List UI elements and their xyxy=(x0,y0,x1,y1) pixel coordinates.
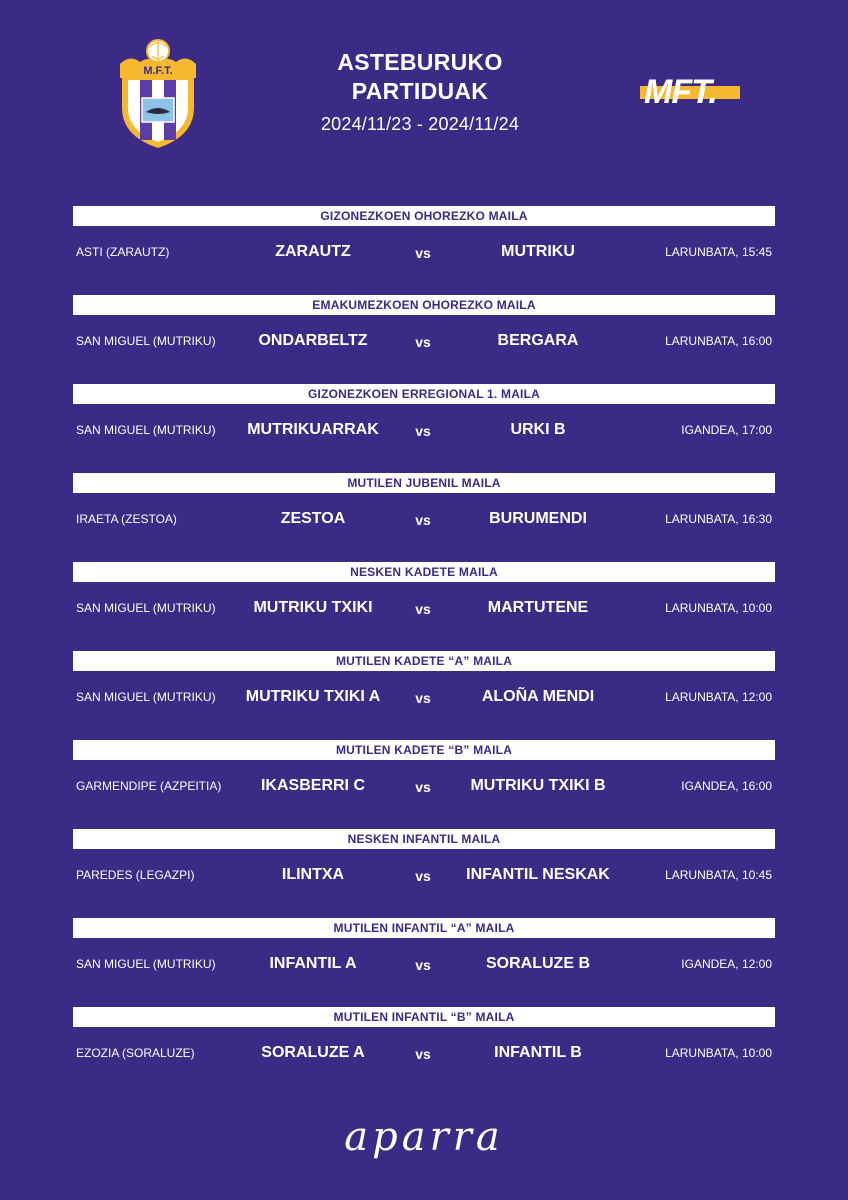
venue-label: SAN MIGUEL (MUTRIKU) xyxy=(76,334,216,348)
match-block xyxy=(73,918,775,1007)
crest-text: M.F.T. xyxy=(143,65,173,77)
match-row xyxy=(73,508,775,530)
match-time: LARUNBATA, 10:00 xyxy=(665,601,772,615)
vs-label: vs xyxy=(415,690,431,706)
match-block xyxy=(73,206,775,295)
category-bar: GIZONEZKOEN OHOREZKO MAILA xyxy=(73,206,775,226)
home-team: SORALUZE A xyxy=(261,1044,365,1061)
club-crest-icon xyxy=(112,38,204,150)
match-time: IGANDEA, 12:00 xyxy=(681,957,772,971)
category-bar: NESKEN KADETE MAILA xyxy=(73,562,775,582)
vs-label: vs xyxy=(415,512,431,528)
home-team: MUTRIKU TXIKI xyxy=(253,599,373,616)
category-bar: MUTILEN INFANTIL “A” MAILA xyxy=(73,918,775,938)
vs-label: vs xyxy=(415,868,431,884)
logo-text: MFT. xyxy=(644,73,717,111)
home-team: MUTRIKUARRAK xyxy=(247,421,379,438)
match-row xyxy=(73,597,775,619)
match-row xyxy=(73,953,775,975)
venue-label: EZOZIA (SORALUZE) xyxy=(76,1046,195,1060)
match-row xyxy=(73,686,775,708)
match-block xyxy=(73,651,775,740)
match-block xyxy=(73,473,775,562)
home-team: ZESTOA xyxy=(280,510,346,527)
away-team: BERGARA xyxy=(497,332,579,349)
away-team: INFANTIL NESKAK xyxy=(466,866,610,883)
match-row xyxy=(73,775,775,797)
match-block xyxy=(73,562,775,651)
home-team: MUTRIKU TXIKI A xyxy=(245,688,381,705)
match-row xyxy=(73,330,775,352)
match-row xyxy=(73,864,775,886)
match-list xyxy=(73,206,775,1096)
venue-label: GARMENDIPE (AZPEITIA) xyxy=(76,779,222,793)
match-time: LARUNBATA, 15:45 xyxy=(665,245,772,259)
match-block xyxy=(73,740,775,829)
category-bar: NESKEN INFANTIL MAILA xyxy=(73,829,775,849)
match-row xyxy=(73,1042,775,1064)
away-team: BURUMENDI xyxy=(489,510,587,527)
venue-label: ASTI (ZARAUTZ) xyxy=(76,245,170,259)
vs-label: vs xyxy=(415,779,431,795)
category-bar: MUTILEN INFANTIL “B” MAILA xyxy=(73,1007,775,1027)
vs-label: vs xyxy=(415,423,431,439)
match-row xyxy=(73,419,775,441)
match-block xyxy=(73,384,775,473)
vs-label: vs xyxy=(415,245,431,261)
category-bar: EMAKUMEZKOEN OHOREZKO MAILA xyxy=(73,295,775,315)
venue-label: SAN MIGUEL (MUTRIKU) xyxy=(76,690,216,704)
category-bar: MUTILEN JUBENIL MAILA xyxy=(73,473,775,493)
match-row xyxy=(73,241,775,263)
venue-label: SAN MIGUEL (MUTRIKU) xyxy=(76,957,216,971)
home-team: ZARAUTZ xyxy=(275,243,351,260)
home-team: ILINTXA xyxy=(281,866,345,883)
match-time: IGANDEA, 16:00 xyxy=(681,779,772,793)
category-bar: MUTILEN KADETE “B” MAILA xyxy=(73,740,775,760)
venue-label: IRAETA (ZESTOA) xyxy=(76,512,177,526)
match-time: LARUNBATA, 12:00 xyxy=(665,690,772,704)
away-team: MUTRIKU TXIKI B xyxy=(470,777,606,794)
category-bar: GIZONEZKOEN ERREGIONAL 1. MAILA xyxy=(73,384,775,404)
venue-label: SAN MIGUEL (MUTRIKU) xyxy=(76,601,216,615)
vs-label: vs xyxy=(415,957,431,973)
away-team: INFANTIL B xyxy=(494,1044,582,1061)
match-block xyxy=(73,829,775,918)
sponsor-text: aparra xyxy=(344,1114,504,1160)
vs-label: vs xyxy=(415,601,431,617)
match-time: LARUNBATA, 16:30 xyxy=(665,512,772,526)
title-line2: PARTIDUAK xyxy=(351,78,489,104)
match-block xyxy=(73,1007,775,1096)
away-team: MARTUTENE xyxy=(487,599,589,616)
aparra-logo-icon xyxy=(314,1112,534,1176)
match-block xyxy=(73,295,775,384)
away-team: SORALUZE B xyxy=(486,955,590,972)
match-time: IGANDEA, 17:00 xyxy=(681,423,772,437)
home-team: IKASBERRI C xyxy=(260,777,365,794)
venue-label: SAN MIGUEL (MUTRIKU) xyxy=(76,423,216,437)
date-range: 2024/11/23 - 2024/11/24 xyxy=(320,114,520,134)
away-team: MUTRIKU xyxy=(501,243,575,260)
title-line1: ASTEBURUKO xyxy=(337,49,503,75)
away-team: URKI B xyxy=(510,421,566,438)
match-time: LARUNBATA, 10:00 xyxy=(665,1046,772,1060)
vs-label: vs xyxy=(415,334,431,350)
vs-label: vs xyxy=(415,1046,431,1062)
home-team: ONDARBELTZ xyxy=(258,332,368,349)
home-team: INFANTIL A xyxy=(269,955,357,972)
away-team: ALOÑA MENDI xyxy=(481,688,595,705)
mft-logo-icon xyxy=(640,72,744,114)
match-time: LARUNBATA, 16:00 xyxy=(665,334,772,348)
match-time: LARUNBATA, 10:45 xyxy=(665,868,772,882)
category-bar: MUTILEN KADETE “A” MAILA xyxy=(73,651,775,671)
venue-label: PAREDES (LEGAZPI) xyxy=(76,868,195,882)
header xyxy=(270,48,570,135)
